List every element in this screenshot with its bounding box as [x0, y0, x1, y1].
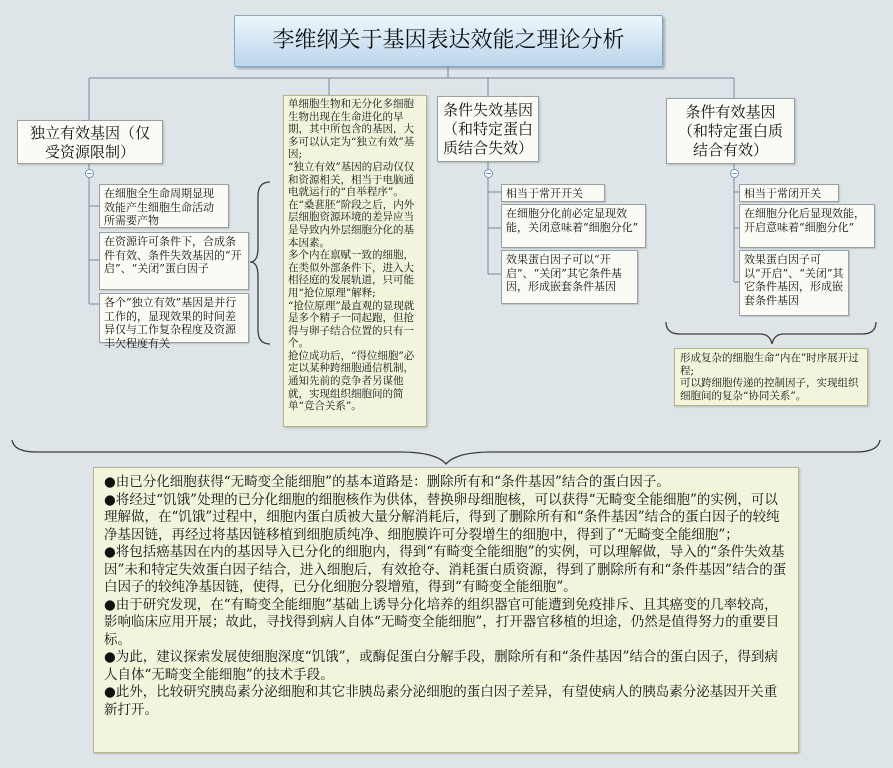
leaf-item[interactable]: 相当于常开开关 [501, 184, 605, 202]
leaf-item[interactable]: 在资源许可条件下，合成条件有效、条件失效基因的“开启”、“关闭”蛋白因子 [99, 232, 249, 290]
leaf-item[interactable]: 在细胞全生命周期显现效能产生细胞生命活动所需要产物 [99, 184, 229, 228]
summary-paragraph: ●将包括癌基因在内的基因导入已分化的细胞内，得到“有畸变全能细胞”的实例，可以理解做，导入的“条件失效基因”未和特定失效蛋白因子结合，进入细胞后，有效抢夺、消耗蛋白质资源，得到了删除所有和“条件基因”结合的蛋白因子的较纯净基因链，使得，已分化细胞分裂增殖，得到“有畸变全能细胞”。 [104, 544, 787, 595]
summary-note[interactable] [93, 467, 799, 753]
summary-paragraph: ●此外，比较研究胰岛素分泌细胞和其它非胰岛素分泌细胞的蛋白因子差异，有望使病人的胰岛素分泌基因开关重新打开。 [104, 684, 778, 718]
right-brace [666, 322, 876, 344]
leaf-item[interactable]: 效果蛋白因子可以“开启”、“关闭”其它条件基因，形成嵌套条件基因 [739, 250, 849, 316]
central-topic[interactable]: 李维纲关于基因表达效能之理论分析 [234, 15, 663, 67]
collapse-toggle-icon[interactable] [484, 169, 493, 178]
summary-paragraph: ●为此，建议探索发展使细胞深度“饥饿”，或酶促蛋白分解手段，删除所有和“条件基因”结合的蛋白因子，得到病人自体“无畸变全能细胞”的技术手段。 [104, 649, 778, 683]
branch-conditional-off-genes[interactable]: 条件失效基因（和特定蛋白质结合失效） [437, 96, 539, 162]
collapse-toggle-icon[interactable] [730, 169, 739, 178]
branch-conditional-on-genes[interactable]: 条件有效基因（和特定蛋白质结合有效） [666, 98, 795, 164]
leaf-item[interactable]: 在细胞分化后显现效能，开启意味着“细胞分化” [739, 204, 875, 248]
left-brace [250, 182, 270, 344]
collapse-toggle-icon[interactable] [85, 169, 94, 178]
leaf-item[interactable]: 各个“独立有效”基因是并行工作的，显现效果的时间差异仅与工作复杂程度及资源丰欠程度有关 [99, 293, 249, 343]
summary-paragraph: ●由于研究发现，在“有畸变全能细胞”基础上诱导分化培养的组织器官可能遭到免疫排斥、且其癌变的几率较高，影响临床应用开展；故此，寻找得到病人自体“无畸变全能细胞”，打开器官移植的坦途，仍然是值得努力的重要目标。 [104, 596, 780, 648]
right-note[interactable]: 形成复杂的细胞生命“内在”时序展开过程; 可以跨细胞传递的控制因子，实现组织细胞间的复杂“协同关系”。 [674, 348, 868, 406]
center-note[interactable]: 单细胞生物和无分化多细胞生物出现在生命进化的早期，其中所包含的基因，大多可以认定为“独立有效”基因; “独立有效”基因的启动仅仅和资源相关，相当于电脑通电就运行的“自举程序”。 在“桑葚胚”阶段之后，内外层细胞资源环境的差异应当是导致内外层细胞分化的基本因素。 多个内在禀赋一致的细胞，在类似外部条件下，进入大相径庭的发展轨道，只可能用“抢位原理”解释; “抢位原理”最直观的显现就是多个精子一同起跑，但抢得与卵子结合位置的只有一个。 抢位成功后，“得位细胞”必定以某种跨细胞通信机制，通知先前的竞争者另谋他就，实现组织细胞间的简单“竞合关系”。 [283, 95, 427, 427]
leaf-item[interactable]: 相当于常闭开关 [739, 184, 839, 202]
summary-paragraph: ●由已分化细胞获得“无畸变全能细胞”的基本道路是：删除所有和“条件基因”结合的蛋白因子。 [104, 474, 670, 490]
leaf-item[interactable]: 在细胞分化前必定显现效能，关闭意味着“细胞分化” [501, 204, 646, 248]
summary-brace [12, 440, 880, 464]
leaf-item[interactable]: 效果蛋白因子可以“开启”、“关闭”其它条件基因，形成嵌套条件基因 [501, 250, 638, 304]
summary-paragraph: ●将经过“饥饿”处理的已分化细胞的细胞核作为供体，替换卵母细胞核，可以获得“无畸变全能细胞”的实例，可以理解做，在“饥饿”过程中，细胞内蛋白质被大量分解消耗后，得到了删除所有和“条件基因”结合的蛋白因子的较纯净基因链，再经过将基因链移植到细胞质纯净、细胞膜许可分裂增生的细胞中，得到了“无畸变全能细胞”； [104, 491, 780, 543]
branch-independent-genes[interactable]: 独立有效基因（仅受资源限制） [17, 120, 163, 164]
